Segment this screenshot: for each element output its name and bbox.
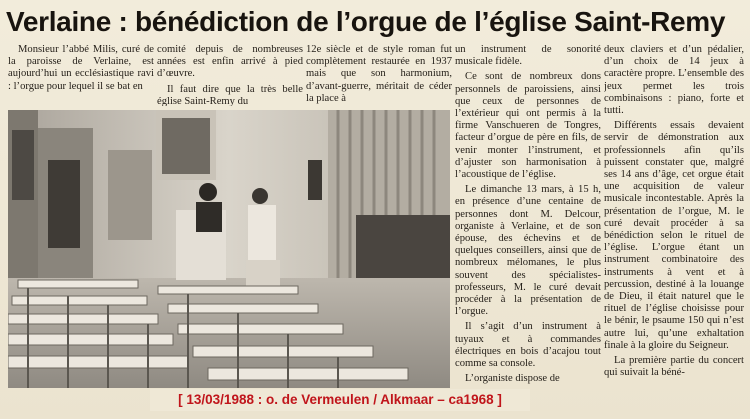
article-paragraph: Il s’agit d’un instrument à tuyaux et à commandes électriques en bois d’acajou tout comme sa console. xyxy=(455,321,601,370)
article-paragraph: Différents essais devaient servir de démonstration aux professionnels afin qu’ils puissent constater que, malgré ses 14 ans d’âge, cet orgue était une acquisition de valeur musicale incontestable. Après la présentation de l’orgue, M. le curé devait procéder à sa bénédiction selon le rituel de l’église. L’orgue étant un instrument combinatoire des instruments à vent et à percussion, destiné à la louange de Dieu, il était naturel que le rituel de l’église choisisse pour le bénir, le psaume 150 qui n’est autre lui, qu’une exhaltation finale à la gloire du Seigneur. xyxy=(604,120,744,351)
article-paragraph: Il faut dire que la très belle église Saint-Remy du xyxy=(157,83,303,106)
article-paragraph: Le dimanche 13 mars, à 15 h, en présence d’une centaine de personnes dont M. Delcour, organiste à Verlaine, et de son épouse, des échevins et de quelques conseillers, ainsi que de nombreux mélomanes, le plus souvent des spécialistes-professeurs, M. le curé devait procéder à la présentation de l’orgue. xyxy=(455,184,601,318)
article-headline: Verlaine : bénédiction de l’orgue de l’église Saint-Remy xyxy=(6,6,726,37)
article-paragraph: La première partie du concert qui suivait la béné- xyxy=(604,355,744,379)
article-column-1 xyxy=(8,44,154,106)
article-paragraph: 12e siècle et de style roman fut complètement restaurée en 1937 mais que son harmonium, d’avant-guerre, méritait de céder la place à xyxy=(306,44,452,104)
article-paragraph: comité depuis de nombreuses années est enfin arrivé à pied d’œuvre. xyxy=(157,44,303,80)
article-column-3 xyxy=(306,44,452,106)
church-interior-photo xyxy=(8,110,450,388)
article-paragraph: L’organiste dispose de xyxy=(465,373,560,385)
article-column-4 xyxy=(455,44,601,412)
archive-caption: [ 13/03/1988 : o. de Vermeulen / Alkmaar – ca1968 ] xyxy=(150,389,530,411)
article-column-5 xyxy=(604,44,744,412)
article-paragraph: Ce sont de nombreux dons personnels de paroissiens, ainsi que ceux de personnes de l’extérieur qui ont permis à la firme Vanschueren de Tongres, facteur d’orgue de père en fils, de venir monter l’instrument, et d’ajuster son harmonisation à l’acoustique de l’église. xyxy=(455,71,601,181)
article-paragraph: deux claviers et d’un pédalier, d’un choix de 14 jeux à caractère propre. L’ensemble des jeux permet les trois combinaisons : piano, forte et tutti. xyxy=(604,44,744,117)
church-interior-illustration xyxy=(8,110,450,388)
article-paragraph: un instrument de sonorité musicale fidèle. xyxy=(455,44,601,68)
article-paragraph: Monsieur l’abbé Milis, curé de la paroisse de Verlaine, est aujourd’hui un ecclésiastique ravi : l’orgue pour lequel il se bat en xyxy=(8,44,154,92)
article-column-2 xyxy=(157,44,303,106)
